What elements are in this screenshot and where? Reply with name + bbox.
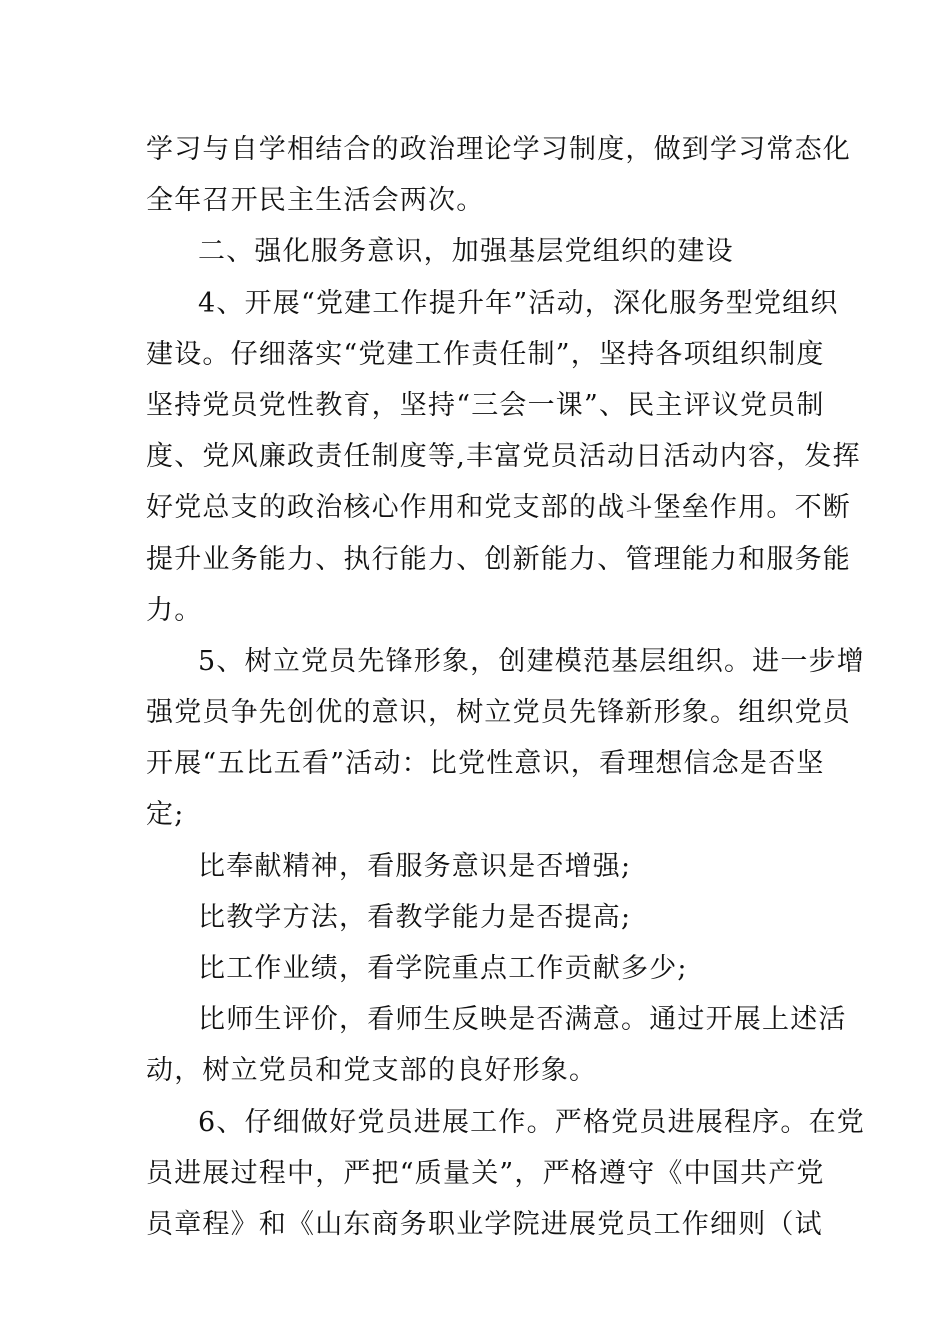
text-line: 定; bbox=[146, 799, 185, 831]
text-line: 4、开展“党建工作提升年”活动，深化服务型党组织 bbox=[198, 287, 839, 319]
text-line: 开展“五比五看”活动：比党性意识，看理想信念是否坚 bbox=[146, 748, 825, 780]
document-body bbox=[146, 124, 865, 1250]
text-line: 全年召开民主生活会两次。 bbox=[146, 185, 485, 217]
text-line: 坚持党员党性教育，坚持“三会一课”、民主评议党员制 bbox=[146, 389, 825, 421]
text-line: 力。 bbox=[146, 594, 203, 626]
text-line: 员进展过程中，严把“质量关”，严格遵守《中国共产党 bbox=[146, 1157, 825, 1189]
text-line: 好党总支的政治核心作用和党支部的战斗堡垒作用。不断 bbox=[146, 492, 851, 524]
text-line: 学习与自学相结合的政治理论学习制度，做到学习常态化 bbox=[146, 134, 851, 165]
text-line: 5、树立党员先锋形象，创建模范基层组织。进一步增 bbox=[198, 645, 865, 677]
text-line: 比师生评价，看师生反映是否满意。通过开展上述活 bbox=[198, 1004, 847, 1036]
text-line: 提升业务能力、执行能力、创新能力、管理能力和服务能 bbox=[146, 543, 851, 575]
text-line: 比工作业绩，看学院重点工作贡献多少; bbox=[198, 953, 688, 984]
text-line: 比教学方法，看教学能力是否提高; bbox=[198, 901, 632, 933]
text-line: 比奉献精神，看服务意识是否增强; bbox=[198, 850, 632, 882]
text-line: 6、仔细做好党员进展工作。严格党员进展程序。在党 bbox=[198, 1106, 865, 1138]
text-line: 员章程》和《山东商务职业学院进展党员工作细则（试 bbox=[146, 1208, 823, 1240]
text-line: 度、党风廉政责任制度等,丰富党员活动日活动内容，发挥 bbox=[146, 441, 861, 473]
section-heading: 二、强化服务意识，加强基层党组织的建设 bbox=[198, 236, 734, 268]
text-line: 动，树立党员和党支部的良好形象。 bbox=[146, 1055, 598, 1087]
text-line: 强党员争先创优的意识，树立党员先锋新形象。组织党员 bbox=[146, 697, 851, 729]
text-line: 建设。仔细落实“党建工作责任制”，坚持各项组织制度 bbox=[146, 338, 825, 370]
